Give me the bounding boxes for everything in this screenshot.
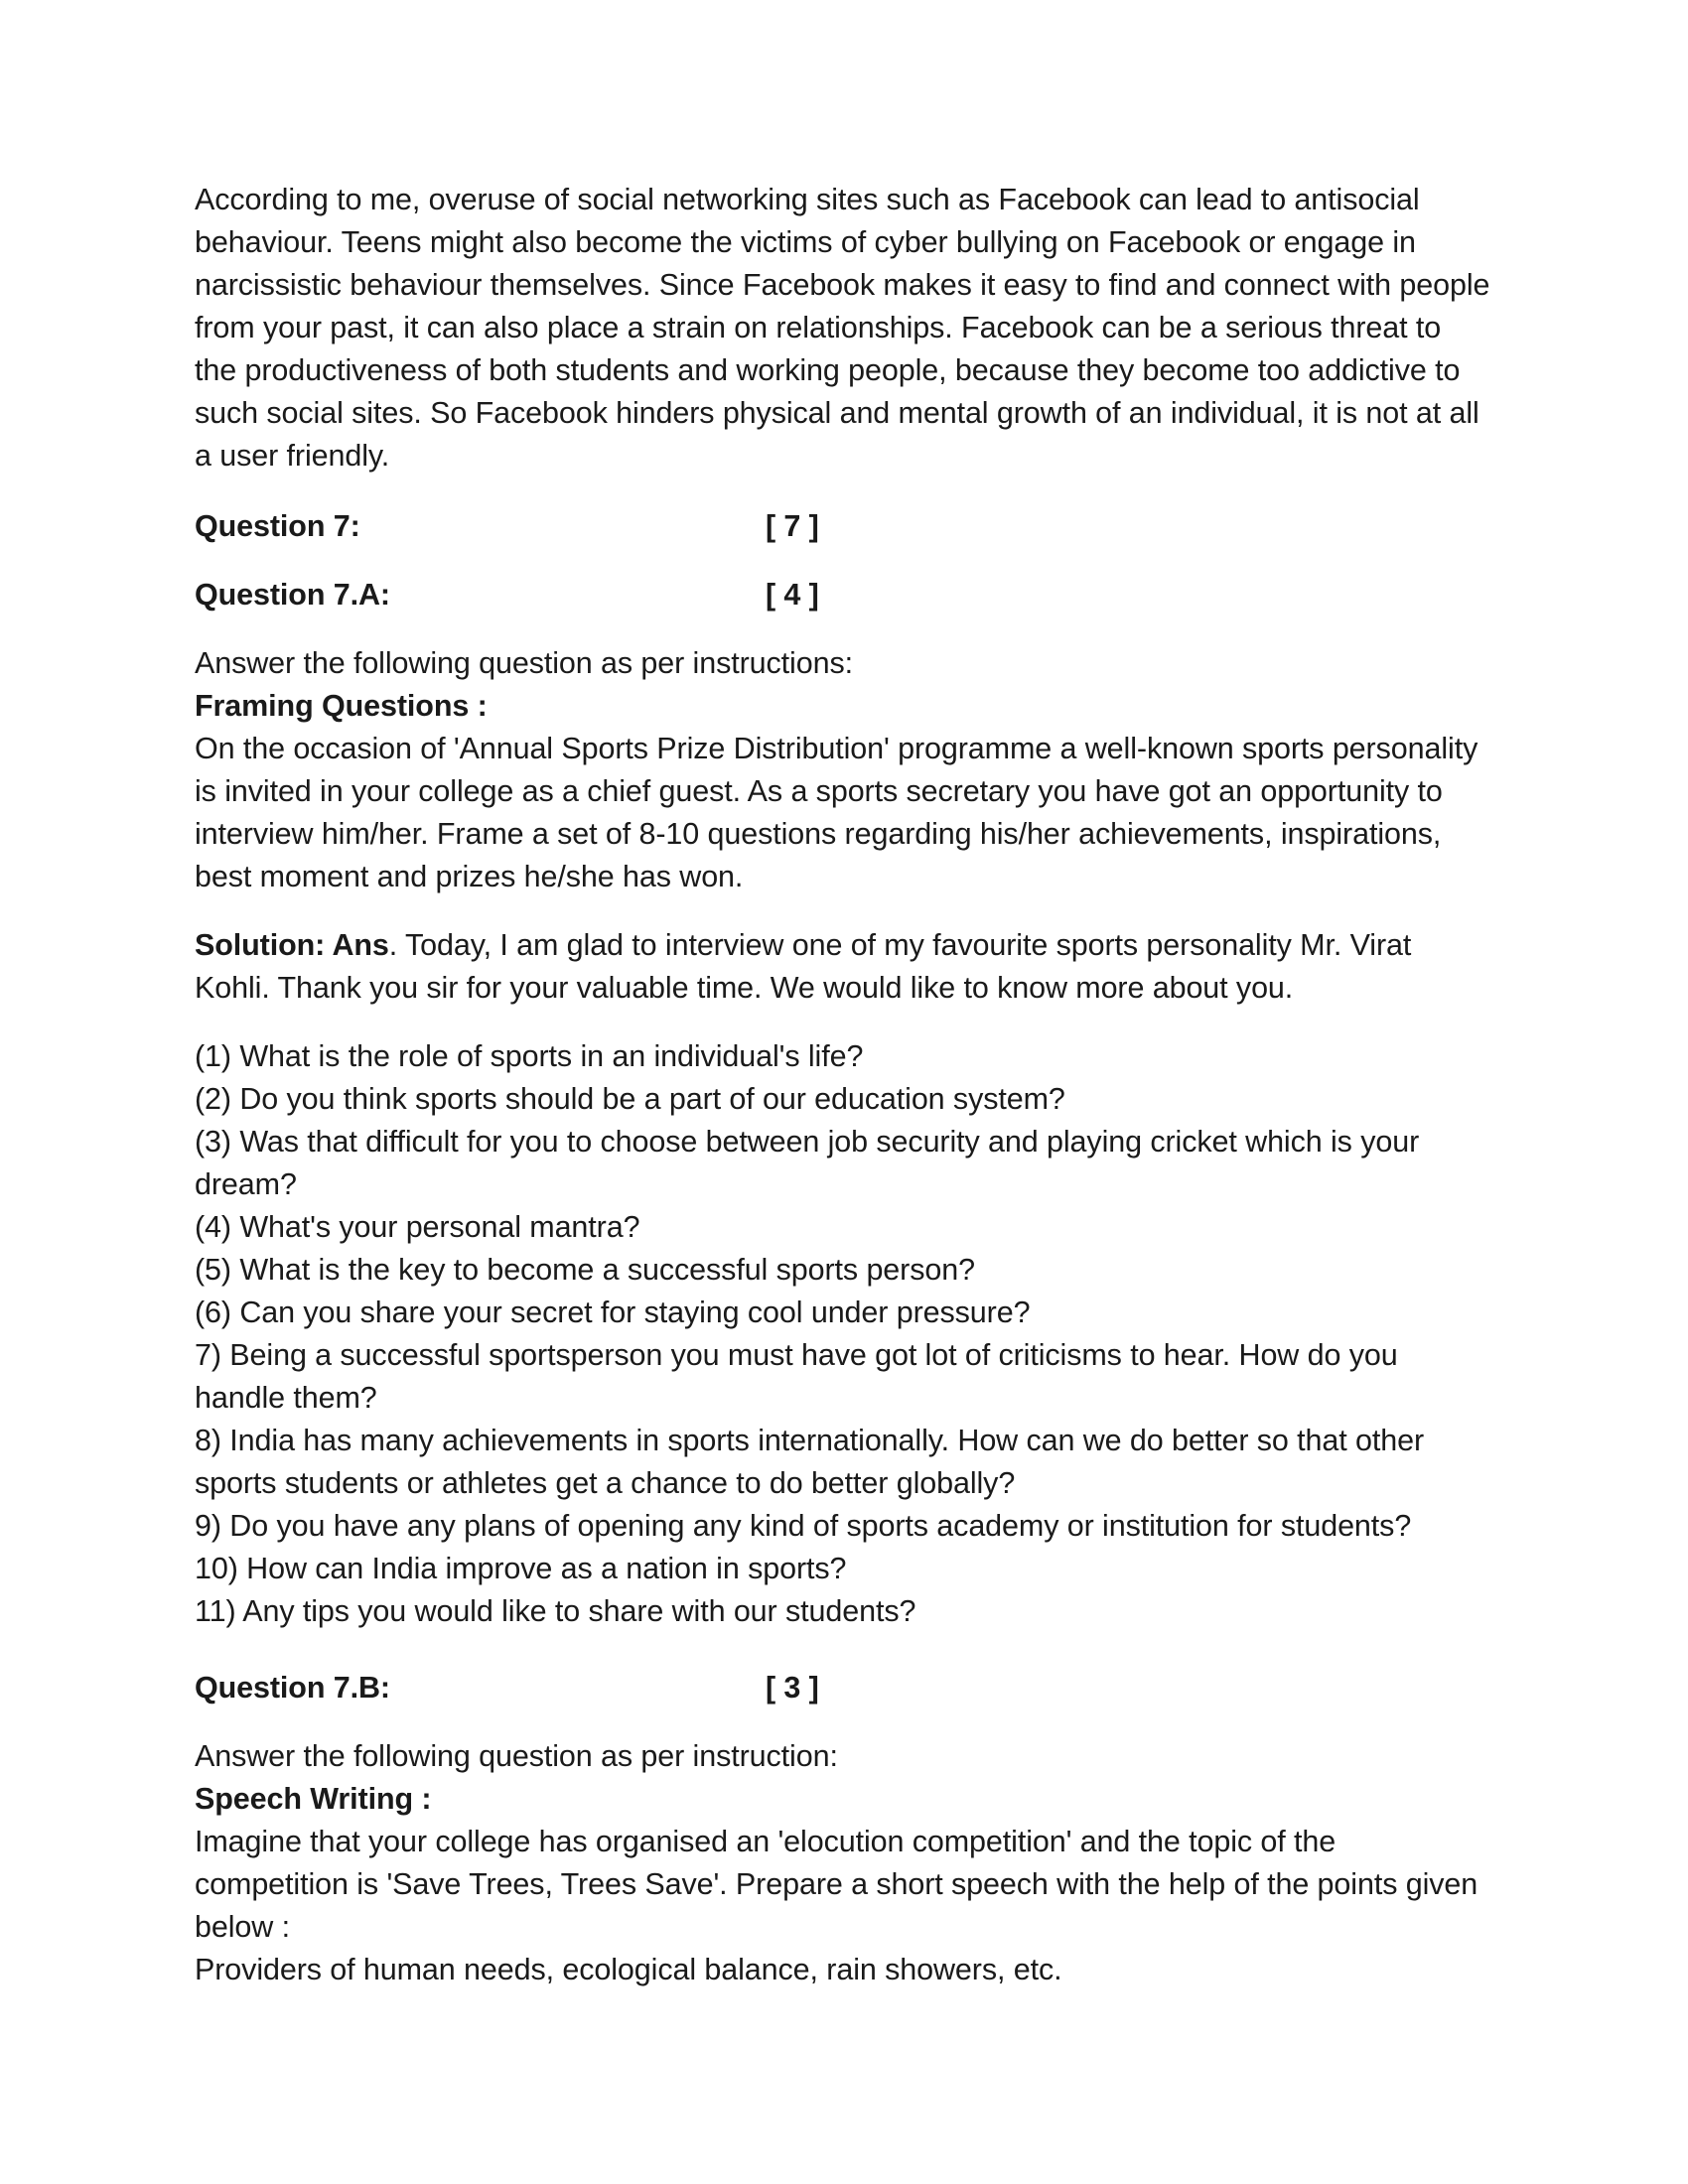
list-item: 10) How can India improve as a nation in sports? bbox=[195, 1552, 847, 1585]
list-item: 8) India has many achievements in sports internationally. How can we do better so that other sports students or athletes get a chance to do better globally? bbox=[195, 1424, 1425, 1500]
list-item: (6) Can you share your secret for staying cool under pressure? bbox=[195, 1296, 1031, 1329]
list-item: (1) What is the role of sports in an individual's life? bbox=[195, 1039, 864, 1073]
document-body bbox=[195, 179, 1490, 1991]
spacer-after-q7b bbox=[195, 1709, 1490, 1735]
spacer-before-q7b bbox=[195, 1633, 1490, 1667]
framing-questions-subheading: Framing Questions : bbox=[195, 689, 488, 723]
question-7a-solution bbox=[195, 924, 1490, 1010]
question-7b-heading-row: Question 7.B: [ 3 ] bbox=[195, 1667, 1490, 1709]
question-7b-points: Providers of human needs, ecological balance, rain showers, etc. bbox=[195, 1953, 1062, 1986]
list-item: (3) Was that difficult for you to choose between job security and playing cricket which is your dream? bbox=[195, 1125, 1420, 1201]
question-7b-instruction: Answer the following question as per instruction: bbox=[195, 1739, 838, 1773]
question-7a-instruction: Answer the following question as per instructions: bbox=[195, 646, 853, 680]
framed-questions-list bbox=[195, 1035, 1490, 1633]
list-item: 11) Any tips you would like to share with our students? bbox=[195, 1594, 916, 1628]
question-7b-prompt: Imagine that your college has organised an 'elocution competition' and the topic of the competition is 'Save Trees, Trees Save'. Prepare a short speech with the help of the points given below : bbox=[195, 1825, 1478, 1944]
list-item: (4) What's your personal mantra? bbox=[195, 1210, 640, 1244]
list-item: (2) Do you think sports should be a part of our education system? bbox=[195, 1082, 1065, 1116]
question-7a-heading-row: Question 7.A: [ 4 ] bbox=[195, 574, 1490, 616]
solution-label: Solution: Ans bbox=[195, 928, 389, 962]
question-7a-prompt: On the occasion of 'Annual Sports Prize Distribution' programme a well-known sports personality is invited in your college as a chief guest. As a sports secretary you have got an opportunity to interview him/her. Frame a set of 8-10 questions regarding his/her achievements, inspirations, best moment and prizes he/she has won. bbox=[195, 732, 1478, 893]
list-item: 9) Do you have any plans of opening any kind of sports academy or institution for students? bbox=[195, 1509, 1412, 1543]
question-7a-marks: [ 4 ] bbox=[766, 578, 819, 612]
spacer-before-list bbox=[195, 1010, 1490, 1035]
spacer-after-q7 bbox=[195, 548, 1490, 574]
speech-writing-subheading: Speech Writing : bbox=[195, 1782, 432, 1816]
list-item: (5) What is the key to become a successful sports person? bbox=[195, 1253, 975, 1287]
spacer-before-solution bbox=[195, 898, 1490, 924]
spacer-after-q7a bbox=[195, 616, 1490, 642]
intro-paragraph: According to me, overuse of social networking sites such as Facebook can lead to antisocial behaviour. Teens might also become the victims of cyber bullying on Facebook or engage in narcissistic behaviour themselves. Since Facebook makes it easy to find and connect with people from your past, it can also place a strain on relationships. Facebook can be a serious threat to the productiveness of both students and working people, because they become too addictive to such social sites. So Facebook hinders physical and mental growth of an individual, it is not at all a user friendly. bbox=[195, 183, 1490, 473]
question-7b-marks: [ 3 ] bbox=[766, 1671, 819, 1705]
list-item: 7) Being a successful sportsperson you must have got lot of criticisms to hear. How do you handle them? bbox=[195, 1338, 1398, 1415]
question-7-marks: [ 7 ] bbox=[766, 509, 819, 543]
solution-text: . Today, I am glad to interview one of my favourite sports personality Mr. Virat Kohli. Thank you sir for your valuable time. We would like to know more about you. bbox=[195, 928, 1412, 1005]
question-7-heading-row: Question 7: [ 7 ] bbox=[195, 505, 1490, 548]
